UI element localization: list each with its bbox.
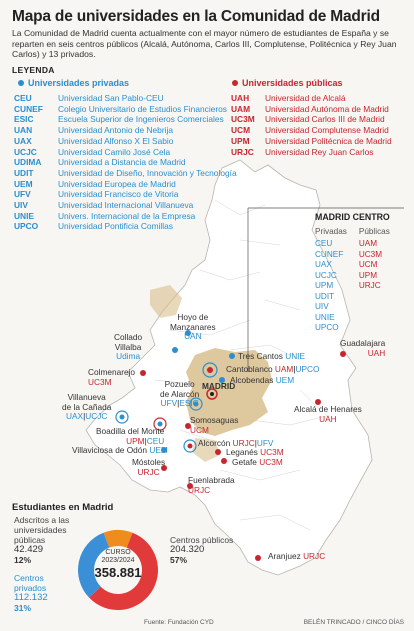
label-alcobendas: Alcobendas UEM [230,375,295,385]
university-code: UDIMA [14,157,42,168]
donut-total: 358.881 [94,565,142,580]
mc-public-urjc: URJC [358,281,381,290]
mc-private-ucjc: UCJC [315,270,337,280]
mc-private-udit: UDIT [315,291,335,301]
label-somosaguas: Somosaguas UCM [190,415,239,435]
label-cantoblanco: Cantoblanco UAM|UPCO [226,364,320,374]
mc-private-upm: UPM [315,281,334,290]
university-code: UIV [14,200,28,211]
university-name: Univers. Internacional de la Empresa [58,210,196,221]
marker-collado [172,347,178,353]
university-code: UAM [231,103,251,114]
university-name: Universidad Rey Juan Carlos [265,146,374,157]
legend-private-item-ceu [14,93,237,104]
legend-private-item-unie [14,211,237,222]
label-collado: Collado Villalba Udima [114,332,143,361]
legend-private-item-uax [14,136,237,147]
legend-private-item-uiv [14,200,237,211]
university-name: Universidad Pontificia Comillas [58,221,173,232]
marker-getafe [221,458,227,464]
legend-private-item-ufv [14,189,237,200]
university-code: UAH [231,93,250,103]
intro-text: La Comunidad de Madrid cuenta actualmente con el mayor número de estudiantes de España y se reparten en seis centros públicos (Alcalá, Autónoma, Carlos III, Complutense, Politécnica y Rey Juan Carlos) y 13 privados. [12,28,397,59]
legend-public-item-urjc [231,147,392,158]
university-code: UFV [14,189,31,200]
credit-note: BELÉN TRINCADO / CINCO DÍAS [303,619,404,626]
university-name: Universidad Complutense Madrid [265,125,389,136]
label-fuenlabrada: Fuenlabrada URJC [188,475,235,495]
mc-private-uiv: UIV [315,302,329,311]
legend-public-item-upm [231,136,392,147]
mc-public-uam: UAM [358,239,378,248]
stat-privados: Centros privados 112.132 31% [14,573,48,613]
university-name: Escuela Superior de Ingenieros Comerciales [58,114,224,125]
stats-title: Estudiantes en Madrid [12,502,114,513]
university-code: UAX [14,135,32,146]
page-title: Mapa de universidades en la Comunidad de Madrid [12,8,380,25]
university-code: URJC [231,146,254,157]
legend-private-item-upco [14,221,237,232]
university-name: Universidad de Alcalá [265,93,346,103]
mc-private-cunef: CUNEF [315,249,344,259]
mc-public-upm: UPM [358,270,378,280]
legend-private-list [14,93,237,232]
label-pozuelo: Pozuelo de Alarcón UFV|ESIC [160,379,200,408]
marker-aranjuez [255,555,261,561]
mc-private-uax: UAX [315,260,332,269]
label-leganes: Leganés UC3M [226,447,284,457]
mc-private-ceu: CEU [315,239,333,248]
legend-private-item-udit [14,168,237,179]
university-name: Universidad Camilo José Cela [58,146,171,157]
legend-private-item-uem [14,179,237,190]
legend-public-list [231,93,392,157]
legend-private-heading: Universidades privadas [18,78,129,88]
madrid-centro-public: Públicas UAM UC3M UCM UPM URJC [358,226,390,290]
university-name: Universidad a Distancia de Madrid [58,157,186,168]
legend-public-item-ucm [231,125,392,136]
university-code: UCJC [14,146,37,157]
mc-public-uc3m: UC3M [358,249,383,259]
legend-private-item-esic [14,114,237,125]
university-name: Universidad Francisco de Vitoria [58,189,179,200]
mc-private-unie: UNIE [315,312,335,322]
donut-course: CURSO 2023/2024 [101,549,135,564]
public-dot-icon [232,80,238,86]
mc-public-ucm: UCM [358,260,378,269]
legend-heading: LEYENDA [12,65,55,75]
stat-adscritos: Adscritos a las universidades públicas 42.429 12% [14,515,70,565]
label-boadilla: Boadilla del Monte UPM|CEU [96,426,165,446]
label-guadalajara: Guadalajara UAH [340,338,386,358]
madrid-centro-title: MADRID CENTRO [315,212,390,222]
legend-public-heading: Universidades públicas [232,78,343,88]
label-getafe: Getafe UC3M [232,457,283,467]
label-villaviciosa: Villaviciosa de Odón UEM [72,445,168,455]
label-hoyo: Hoyo de Manzanares UAN [170,312,216,341]
university-code: UAN [14,125,33,136]
university-name: Universidad Antonio de Nebrija [58,125,173,136]
legend-private-item-cunef [14,104,237,115]
legend-public-item-uc3m [231,114,392,125]
label-colmenarejo: Colmenarejo UC3M [88,367,136,387]
university-name: Universidad Autónoma de Madrid [265,103,389,114]
university-name: Universidad Europea de Madrid [58,178,176,189]
university-name: Colegio Universitario de Estudios Financieros [58,103,227,114]
source-note: Fuente: Fundación CYD [144,619,214,626]
label-tres-cantos: Tres Cantos UNIE [238,351,306,361]
university-code: UEM [14,178,33,189]
madrid-centro-private: Privadas CEU CUNEF UAX UCJC UPM UDIT UIV UNIE UPCO [315,226,347,332]
label-alcorcon: Alcorcón URJC|UFV [198,438,274,448]
university-name: Universidad de Diseño, Innovación y Tecnología [58,167,237,178]
university-code: UPCO [14,221,39,232]
label-alcala: Alcalá de Henares UAH [294,404,362,424]
mc-private-upco: UPCO [315,323,339,332]
marker-leganes [215,449,221,455]
university-code: CEU [14,93,32,103]
label-canada: Villanueva de la Cañada UAX|UCJC [62,392,112,421]
university-code: ESIC [14,114,34,125]
university-code: CUNEF [14,103,43,114]
university-code: UC3M [231,114,255,125]
university-code: UNIE [14,210,35,221]
donut-center [68,549,168,580]
university-name: Universidad Alfonso X El Sabio [58,135,174,146]
legend-public-item-uam [231,104,392,115]
marker-tres-cantos [229,353,235,359]
label-mostoles: Móstoles URJC [132,457,166,477]
stat-publicos: Centros públicos 204.320 57% [170,535,234,565]
legend-private-item-udima [14,157,237,168]
university-name: Universidad San Pablo-CEU [58,93,164,103]
university-name: Universidad Internacional Villanueva [58,200,194,211]
university-name: Universidad Politécnica de Madrid [265,135,392,146]
private-dot-icon [18,80,24,86]
university-name: Universidad Carlos III de Madrid [265,114,385,125]
label-madrid: MADRID [202,381,236,391]
legend-private-item-uan [14,125,237,136]
marker-colmenarejo [140,370,146,376]
university-code: UDIT [14,167,34,178]
legend-private-item-ucjc [14,147,237,158]
legend-public-item-uah [231,93,392,104]
university-code: UCM [231,125,251,136]
university-code: UPM [231,135,250,146]
label-aranjuez: Aranjuez URJC [268,551,326,561]
madrid-centro-box [315,212,390,334]
